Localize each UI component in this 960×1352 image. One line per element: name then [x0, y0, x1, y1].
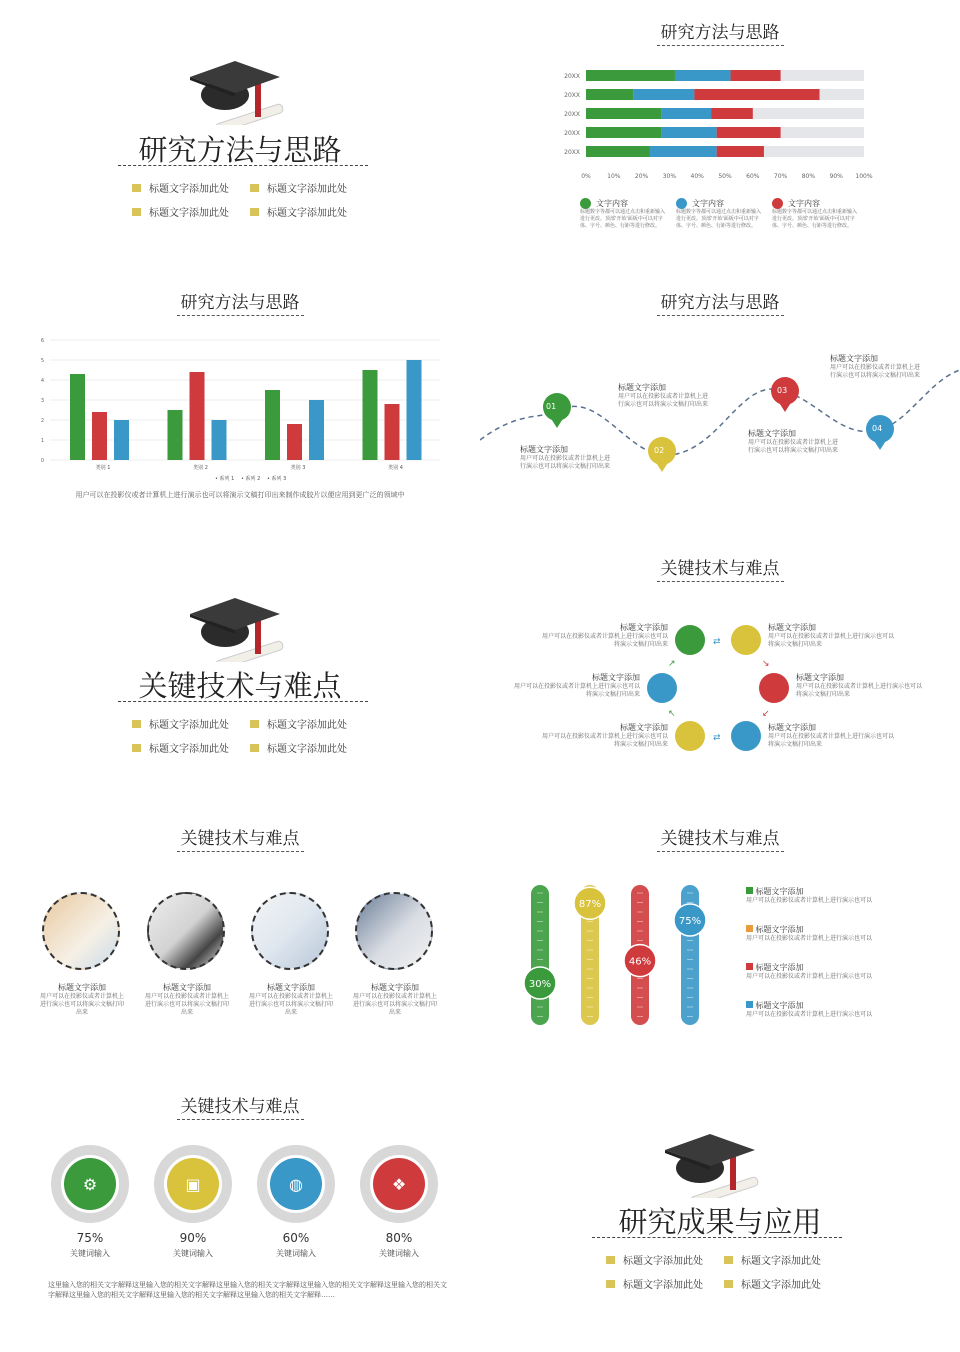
- bullet-label: 标题文字添加此处: [267, 208, 347, 219]
- percent-label: 60%: [282, 1231, 310, 1245]
- book-icon: [731, 721, 761, 751]
- column-chart: [30, 330, 450, 490]
- bullet-label: 标题文字添加此处: [267, 184, 347, 195]
- bullet-label: 标题文字添加此处: [149, 720, 229, 731]
- edit-icon: [675, 721, 705, 751]
- category-label: 20XX: [564, 149, 580, 156]
- bullet-item: [132, 204, 229, 219]
- value-label: 46%: [628, 956, 652, 968]
- bar-segment: [675, 70, 731, 81]
- legend-square-icon: [746, 887, 753, 894]
- dropbox-icon: ❖: [391, 1175, 407, 1194]
- category-label: 类别 3: [290, 465, 306, 471]
- block-text: 标题文字添加 用户可以在投影仪或者计算机上进行演示也可以将演示文稿打印出来: [768, 723, 895, 748]
- y-tick-label: 2: [40, 418, 44, 424]
- y-tick-label: 6: [40, 338, 44, 344]
- column-bar: [309, 400, 324, 460]
- point-text: 标题文字添加 用户可以在投影仪或者计算机上进行演示也可以将演示文稿打印出来: [830, 354, 921, 379]
- block-text: 标题文字添加 用户可以在投影仪或者计算机上进行演示也可以将演示文稿打印出来: [768, 623, 895, 648]
- slide-cover-key-tech: [0, 540, 480, 808]
- bullet-item: [250, 180, 347, 195]
- svg-text:⇄: ⇄: [713, 637, 721, 647]
- block-text: 标题文字添加 用户可以在投影仪或者计算机上进行演示也可以将演示文稿打印出来: [514, 673, 641, 698]
- column-bar: [114, 420, 129, 460]
- svg-text:↘: ↘: [762, 659, 770, 669]
- column-bar: [168, 410, 183, 460]
- category-label: 类别 1: [95, 465, 111, 471]
- bullet-label: 标题文字添加此处: [149, 744, 229, 755]
- bullet-square-icon: [724, 1256, 733, 1264]
- legend-item: 标题文字添加 用户可以在投影仪或者计算机上进行演示也可以: [746, 1001, 873, 1018]
- slide-title: 关键技术与难点: [480, 824, 960, 849]
- column-bar: [70, 374, 85, 460]
- bullet-square-icon: [250, 184, 259, 192]
- legend-square-icon: [746, 963, 753, 970]
- x-tick-label: 60%: [746, 173, 760, 180]
- bullet-item: [132, 740, 229, 755]
- bar-segment: [586, 146, 650, 157]
- bullet-square-icon: [724, 1280, 733, 1288]
- column-bar: [287, 424, 302, 460]
- bar-segment: [586, 108, 661, 119]
- slide-column-chart: [0, 270, 480, 538]
- category-label: 类别 2: [193, 465, 208, 471]
- bar-segment: [694, 89, 819, 100]
- pin-number: 02: [654, 446, 665, 455]
- bar-segment: [650, 146, 717, 157]
- slide-thermometer-bars: [480, 810, 960, 1078]
- bullet-label: 标题文字添加此处: [741, 1280, 821, 1291]
- legend-desc: 标题数字等都可以通过点击和重新输入进行更改。顶部'开始'面板中可以对字体、字号、颜色、行距等进行修改。: [676, 209, 762, 229]
- chart-legend: [580, 198, 960, 258]
- legend-entry: [772, 198, 858, 230]
- bar-segment: [586, 89, 633, 100]
- slide-cover-results: [480, 1080, 960, 1348]
- slide-photo-cards: [0, 810, 480, 1078]
- gear-icon: ⚙: [82, 1175, 98, 1194]
- stacked-bar-chart: [480, 60, 960, 190]
- legend-label: • 系列 1: [215, 476, 235, 482]
- column-bar: [212, 420, 227, 460]
- title-underline: [118, 701, 368, 702]
- x-tick-label: 50%: [718, 173, 732, 180]
- legend-desc: 标题数字等都可以通过点击和重新输入进行更改。顶部'开始'面板中可以对字体、字号、颜色、行距等进行修改。: [772, 209, 858, 229]
- column-bar: [190, 372, 205, 460]
- bar-segment: [661, 108, 711, 119]
- percent-label: 80%: [385, 1231, 413, 1245]
- pin-number: 01: [546, 402, 557, 411]
- column-bar: [265, 390, 280, 460]
- svg-text:↗: ↗: [668, 659, 676, 669]
- cover-title: 关键技术与难点: [138, 669, 342, 703]
- ring-caption: 关键词输入: [173, 1249, 213, 1258]
- photo-presenter: [251, 892, 329, 970]
- percent-label: 90%: [179, 1231, 207, 1245]
- slide-wave-timeline: [480, 270, 960, 538]
- x-tick-label: 0%: [581, 173, 591, 180]
- column-bar: [92, 412, 107, 460]
- point-text: 标题文字添加 用户可以在投影仪或者计算机上进行演示也可以将演示文稿打印出来: [520, 445, 611, 470]
- bullet-item: [250, 740, 347, 755]
- card-text: 标题文字添加 用户可以在投影仪或者计算机上进行演示也可以将演示文稿打印出来: [144, 983, 229, 1016]
- bar-segment: [717, 146, 764, 157]
- legend-label: 文字内容: [596, 199, 628, 208]
- bullet-square-icon: [132, 184, 141, 192]
- y-tick-label: 4: [40, 378, 44, 384]
- photo-students: [42, 892, 120, 970]
- legend-desc: 标题数字等都可以通过点击和重新输入进行更改。顶部'开始'面板中可以对字体、字号、颜色、行距等进行修改。: [580, 209, 666, 229]
- ring-caption: 关键词输入: [70, 1249, 110, 1258]
- svg-text:↖: ↖: [668, 709, 676, 719]
- slide-title: 关键技术与难点: [0, 824, 480, 849]
- slide-cycle-diagram: [480, 540, 960, 808]
- category-label: 类别 4: [388, 465, 403, 471]
- graduation-cap-icon: [185, 592, 295, 662]
- x-tick-label: 80%: [801, 173, 816, 180]
- bullet-label: 标题文字添加此处: [149, 184, 229, 195]
- graduation-cap-icon: [185, 55, 295, 125]
- category-label: 20XX: [564, 73, 580, 80]
- column-bar: [363, 370, 378, 460]
- column-bar: [385, 404, 400, 460]
- bar-segment: [711, 108, 753, 119]
- bullet-square-icon: [606, 1280, 615, 1288]
- thermometer-chart: [520, 880, 720, 1040]
- svg-text:↙: ↙: [762, 709, 770, 719]
- value-label: 30%: [528, 979, 552, 990]
- bar-segment: [661, 127, 717, 138]
- legend-label: 文字内容: [692, 199, 724, 208]
- legend-square-icon: [746, 1001, 753, 1008]
- x-tick-label: 90%: [829, 173, 843, 180]
- note-text: 这里输入您的相关文字解释这里输入您的相关文字解释这里输入您的相关文字解释这里输入您的相关文字解释这里输入您的相关文字解释这里输入您的相关文字解释这里输入您的相关文字解释这里输入您的相关文字解释……: [48, 1281, 447, 1299]
- slide-title: 研究方法与思路: [480, 288, 960, 313]
- x-tick-label: 30%: [662, 173, 677, 180]
- svg-text:⇄: ⇄: [713, 733, 721, 743]
- bullet-square-icon: [132, 720, 141, 728]
- x-tick-label: 20%: [634, 173, 649, 180]
- thermo-tube: [528, 885, 552, 1025]
- photo-laptop: [355, 892, 433, 970]
- bullet-square-icon: [132, 208, 141, 216]
- bullet-label: 标题文字添加此处: [267, 720, 347, 731]
- bullet-square-icon: [132, 744, 141, 752]
- bullet-item: [606, 1276, 703, 1291]
- ring-caption: 关键词输入: [379, 1249, 419, 1258]
- pin-number: 03: [777, 386, 788, 395]
- bullet-square-icon: [250, 744, 259, 752]
- bar-segment: [586, 70, 675, 81]
- bullet-label: 标题文字添加此处: [623, 1280, 703, 1291]
- bullet-square-icon: [606, 1256, 615, 1264]
- legend-item: 标题文字添加 用户可以在投影仪或者计算机上进行演示也可以: [746, 887, 873, 904]
- user-icon: [675, 625, 705, 655]
- point-text: 标题文字添加 用户可以在投影仪或者计算机上进行演示也可以将演示文稿打印出来: [748, 429, 839, 454]
- legend-label: 文字内容: [788, 199, 820, 208]
- bullet-square-icon: [250, 208, 259, 216]
- card-text: 标题文字添加 用户可以在投影仪或者计算机上进行演示也可以将演示文稿打印出来: [352, 983, 437, 1016]
- bullet-item: [250, 204, 347, 219]
- legend-dot-icon: [772, 198, 783, 209]
- slide-title: 研究方法与思路: [480, 18, 960, 43]
- bullet-label: 标题文字添加此处: [741, 1256, 821, 1267]
- people-icon: [647, 673, 677, 703]
- bar-segment: [586, 127, 661, 138]
- bullet-item: [250, 716, 347, 731]
- bullet-item: [606, 1252, 703, 1267]
- y-tick-label: 0: [40, 458, 44, 464]
- legend-label: • 系列 3: [267, 476, 287, 482]
- block-text: 标题文字添加 用户可以在投影仪或者计算机上进行演示也可以将演示文稿打印出来: [542, 623, 669, 648]
- pin-number: 04: [872, 424, 883, 433]
- ring-caption: 关键词输入: [276, 1249, 316, 1258]
- bullet-item: [132, 180, 229, 195]
- category-label: 20XX: [564, 111, 580, 118]
- bar-segment: [731, 70, 781, 81]
- percent-label: 75%: [76, 1231, 104, 1245]
- slide-cover-research-method: [0, 0, 480, 268]
- ring-progress-chart: [0, 1142, 480, 1262]
- category-label: 20XX: [564, 92, 580, 99]
- chart-icon: [731, 625, 761, 655]
- cap-icon: [759, 673, 789, 703]
- title-underline: [118, 165, 368, 166]
- x-tick-label: 40%: [690, 173, 704, 180]
- legend-square-icon: [746, 925, 753, 932]
- pin-01-icon: [542, 365, 572, 428]
- value-label: 75%: [678, 916, 702, 927]
- cover-title: 研究方法与思路: [138, 133, 342, 167]
- y-tick-label: 1: [40, 438, 44, 444]
- legend-entry: [580, 198, 666, 230]
- photo-meeting: [147, 892, 225, 970]
- card-text: 标题文字添加 用户可以在投影仪或者计算机上进行演示也可以将演示文稿打印出来: [248, 983, 333, 1016]
- point-text: 标题文字添加 用户可以在投影仪或者计算机上进行演示也可以将演示文稿打印出来: [618, 383, 709, 408]
- y-tick-label: 3: [40, 398, 44, 404]
- graduation-cap-icon: [660, 1128, 770, 1198]
- bullet-item: [132, 716, 229, 731]
- cover-title: 研究成果与应用: [618, 1205, 822, 1239]
- legend-item: 标题文字添加 用户可以在投影仪或者计算机上进行演示也可以: [746, 963, 873, 980]
- x-tick-label: 70%: [773, 173, 788, 180]
- slide-stacked-bar-chart: [480, 0, 960, 268]
- block-text: 标题文字添加 用户可以在投影仪或者计算机上进行演示也可以将演示文稿打印出来: [796, 673, 923, 698]
- briefcase-icon: ▣: [185, 1175, 201, 1194]
- title-underline: [592, 1237, 842, 1238]
- slide-title: 研究方法与思路: [0, 288, 480, 313]
- block-text: 标题文字添加 用户可以在投影仪或者计算机上进行演示也可以将演示文稿打印出来: [542, 723, 669, 748]
- legend-dot-icon: [676, 198, 687, 209]
- chart-caption: 用户可以在投影仪或者计算机上进行演示也可以将演示文稿打印出来制作成胶片以便应用到更广泛的领域中: [75, 491, 405, 499]
- bullet-label: 标题文字添加此处: [623, 1256, 703, 1267]
- slide-ring-progress: [0, 1080, 480, 1348]
- legend-item: 标题文字添加 用户可以在投影仪或者计算机上进行演示也可以: [746, 925, 873, 942]
- legend-dot-icon: [580, 198, 591, 209]
- bar-segment: [633, 89, 694, 100]
- x-tick-label: 100%: [855, 173, 873, 180]
- globe-icon: ◍: [289, 1175, 303, 1194]
- value-label: 87%: [578, 899, 602, 911]
- legend-entry: [676, 198, 762, 230]
- legend-list: [746, 886, 946, 1038]
- legend-label: • 系列 2: [241, 476, 261, 482]
- bullet-item: [724, 1276, 821, 1291]
- x-tick-label: 10%: [607, 173, 621, 180]
- bullet-square-icon: [250, 720, 259, 728]
- bar-segment: [717, 127, 781, 138]
- bullet-item: [724, 1252, 821, 1267]
- bullet-label: 标题文字添加此处: [267, 744, 347, 755]
- y-tick-label: 5: [40, 358, 44, 364]
- column-bar: [407, 360, 422, 460]
- category-label: 20XX: [564, 130, 580, 137]
- slide-title: 关键技术与难点: [0, 1092, 480, 1117]
- bullet-label: 标题文字添加此处: [149, 208, 229, 219]
- card-text: 标题文字添加 用户可以在投影仪或者计算机上进行演示也可以将演示文稿打印出来: [39, 983, 124, 1016]
- slide-title: 关键技术与难点: [480, 554, 960, 579]
